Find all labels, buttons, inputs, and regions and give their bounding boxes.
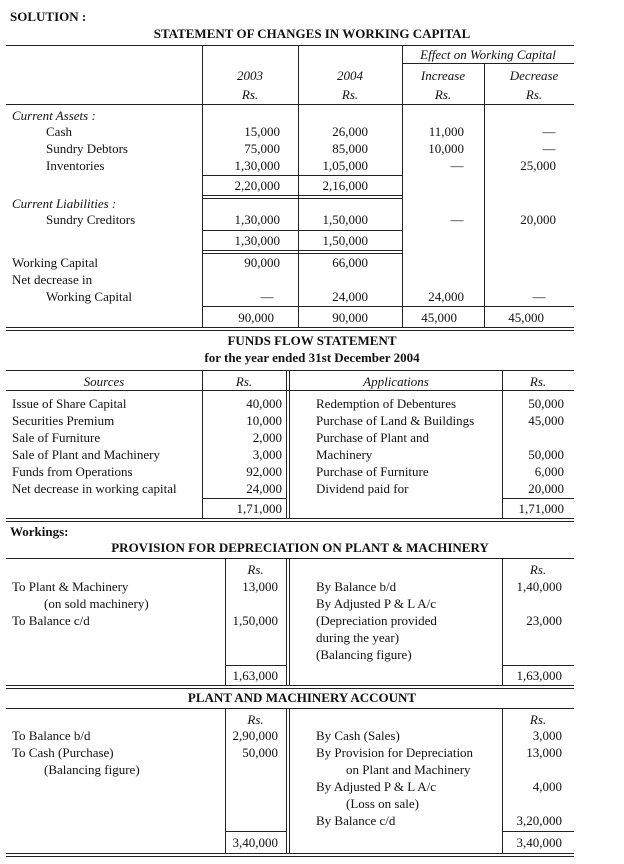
- table-cell: 2,90,000: [232, 728, 278, 743]
- table-cell: 1,50,000: [322, 233, 368, 248]
- unit-label: Rs.: [529, 562, 547, 577]
- table-cell: —: [450, 212, 464, 227]
- unit-label: Rs.: [247, 562, 264, 577]
- ledger-entry: (Balancing figure): [44, 762, 140, 777]
- table-cell: 10,000: [246, 413, 282, 428]
- table-cell: 50,000: [242, 745, 278, 760]
- table-cell: 90,000: [238, 310, 274, 325]
- table-row-label: Cash: [46, 124, 72, 139]
- list-item: Purchase of Land & Buildings: [316, 413, 475, 428]
- table-cell: —: [542, 141, 556, 156]
- table-cell: 2,16,000: [322, 178, 368, 193]
- ledger-entry: (Loss on sale): [346, 796, 419, 811]
- ledger-entry: By Adjusted P & L A/c: [316, 596, 437, 611]
- total-applications: 1,71,000: [518, 501, 564, 516]
- table-cell: 66,000: [332, 255, 368, 270]
- ledger-entry: By Balance c/d: [316, 813, 396, 828]
- table-cell: 1,30,000: [234, 233, 280, 248]
- table-cell: 20,000: [528, 481, 564, 496]
- list-item: Purchase of Plant and: [316, 430, 430, 445]
- unit-label: Rs.: [247, 712, 264, 727]
- table-cell: 90,000: [244, 255, 280, 270]
- ffs-subtitle: for the year ended 31st December 2004: [204, 350, 420, 365]
- table-cell: 13,000: [526, 745, 562, 760]
- table-cell: 1,50,000: [232, 613, 278, 628]
- table-cell: 3,20,000: [516, 813, 562, 828]
- net-decrease-label: Working Capital: [46, 289, 132, 304]
- pm-title: PLANT AND MACHINERY ACCOUNT: [187, 690, 417, 705]
- table-cell: 26,000: [332, 124, 368, 139]
- table-cell: 25,000: [520, 158, 556, 173]
- ledger-entry: To Cash (Purchase): [12, 745, 114, 760]
- ledger-entry: To Balance b/d: [12, 728, 91, 743]
- table-cell: 45,000: [528, 413, 564, 428]
- table-row-label: Inventories: [46, 158, 105, 173]
- ledger-entry: By Cash (Sales): [316, 728, 400, 743]
- table-cell: 10,000: [428, 141, 464, 156]
- table-cell: 11,000: [428, 124, 464, 139]
- ledger-entry: during the year): [316, 630, 400, 645]
- table-cell: 92,000: [246, 464, 282, 479]
- unit-label: Rs.: [235, 374, 253, 389]
- table-cell: 90,000: [332, 310, 368, 325]
- table-cell: 3,000: [532, 728, 562, 743]
- table-cell: 50,000: [528, 447, 564, 462]
- unit-label: Rs.: [525, 87, 543, 102]
- table-cell: 75,000: [244, 141, 280, 156]
- list-item: Net decrease in working capital: [12, 481, 177, 496]
- total-debit: 3,40,000: [232, 835, 278, 850]
- table-cell: —: [532, 289, 546, 304]
- pdep-title: PROVISION FOR DEPRECIATION ON PLANT & MACHINERY: [111, 540, 489, 555]
- current-assets-heading: Current Assets :: [12, 108, 96, 123]
- ledger-entry: To Plant & Machinery: [12, 579, 129, 594]
- ledger-entry: (Balancing figure): [316, 647, 412, 662]
- unit-label: Rs.: [529, 712, 547, 727]
- table-cell: 1,50,000: [322, 212, 368, 227]
- ledger-entry: (on sold machinery): [44, 596, 149, 611]
- ledger-entry: To Balance c/d: [12, 613, 90, 628]
- unit-label: Rs.: [341, 87, 359, 102]
- col-increase-header: Increase: [420, 68, 466, 83]
- effect-header: Effect on Working Capital: [420, 47, 556, 62]
- working-capital-label: Working Capital: [12, 255, 98, 270]
- table-cell: —: [260, 289, 274, 304]
- unit-label: Rs.: [241, 87, 259, 102]
- ledger-entry: By Adjusted P & L A/c: [316, 779, 437, 794]
- table-cell: 20,000: [520, 212, 556, 227]
- current-liabilities-heading: Current Liabilities :: [12, 196, 117, 211]
- table-cell: 3,000: [252, 447, 282, 462]
- table-cell: 13,000: [242, 579, 278, 594]
- table-cell: 2,20,000: [234, 178, 280, 193]
- solution-label: SOLUTION :: [10, 9, 87, 24]
- list-item: Machinery: [316, 447, 373, 462]
- ffs-title: FUNDS FLOW STATEMENT: [227, 333, 397, 348]
- table-cell: 1,30,000: [234, 212, 280, 227]
- list-item: Dividend paid for: [316, 481, 409, 496]
- col-2003-header: 2003: [237, 68, 263, 83]
- table-cell: 4,000: [532, 779, 562, 794]
- table-cell: —: [542, 124, 556, 139]
- table-cell: 1,05,000: [322, 158, 368, 173]
- table-cell: 1,30,000: [234, 158, 280, 173]
- table-cell: 24,000: [428, 289, 464, 304]
- list-item: Funds from Operations: [12, 464, 133, 479]
- table-row-label: Sundry Debtors: [46, 141, 128, 156]
- table-cell: 6,000: [534, 464, 564, 479]
- list-item: Purchase of Furniture: [316, 464, 429, 479]
- list-item: Redemption of Debentures: [316, 396, 457, 411]
- net-decrease-label: Net decrease in: [12, 272, 93, 287]
- total-credit: 1,63,000: [516, 668, 562, 683]
- table-cell: 50,000: [528, 396, 564, 411]
- table-cell: 85,000: [332, 141, 368, 156]
- unit-label: Rs.: [434, 87, 452, 102]
- list-item: Securities Premium: [12, 413, 115, 428]
- table-cell: 45,000: [508, 310, 544, 325]
- col-2004-header: 2004: [337, 68, 363, 83]
- list-item: Sale of Furniture: [12, 430, 101, 445]
- table-cell: 45,000: [421, 310, 457, 325]
- table-cell: 24,000: [332, 289, 368, 304]
- unit-label: Rs.: [529, 374, 547, 389]
- table-row-label: Sundry Creditors: [46, 212, 136, 227]
- wc-title: STATEMENT OF CHANGES IN WORKING CAPITAL: [153, 26, 471, 41]
- applications-header: Applications: [363, 374, 429, 389]
- ledger-entry: on Plant and Machinery: [346, 762, 471, 777]
- ledger-entry: By Balance b/d: [316, 579, 397, 594]
- workings-label: Workings:: [10, 524, 69, 539]
- table-cell: 23,000: [526, 613, 562, 628]
- ledger-entry: (Depreciation provided: [316, 613, 437, 628]
- total-credit: 3,40,000: [516, 835, 562, 850]
- table-cell: —: [450, 158, 464, 173]
- total-debit: 1,63,000: [232, 668, 278, 683]
- table-cell: 1,40,000: [516, 579, 562, 594]
- table-cell: 40,000: [246, 396, 282, 411]
- sources-header: Sources: [83, 374, 125, 389]
- table-cell: 2,000: [252, 430, 282, 445]
- total-sources: 1,71,000: [236, 501, 282, 516]
- ledger-entry: By Provision for Depreciation: [316, 745, 474, 760]
- table-cell: 24,000: [246, 481, 282, 496]
- col-decrease-header: Decrease: [509, 68, 559, 83]
- table-cell: 15,000: [244, 124, 280, 139]
- list-item: Sale of Plant and Machinery: [12, 447, 161, 462]
- list-item: Issue of Share Capital: [12, 396, 127, 411]
